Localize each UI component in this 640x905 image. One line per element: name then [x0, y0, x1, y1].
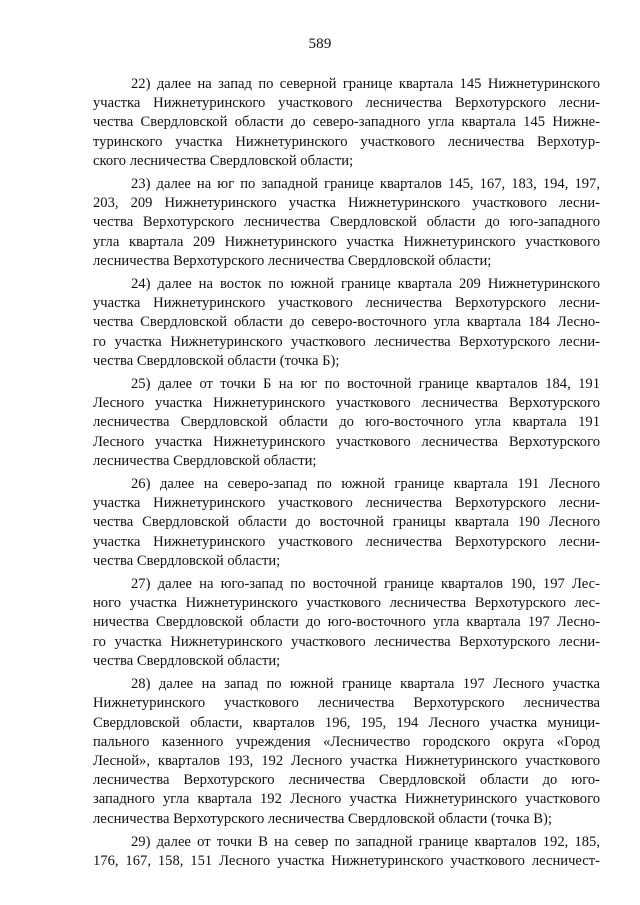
text-line: чества Свердловской области (точка Б); [93, 352, 340, 369]
paragraph [93, 275, 600, 371]
text-line: чества Свердловской области; [93, 652, 281, 669]
text-line: ничества Свердловской области до юго-восточного угла квартала 197 Лесно- [93, 614, 600, 631]
text-line: западного угла квартала 192 Лесного участка Нижнетуринского участкового [93, 791, 600, 808]
text-line: лесничества Свердловской области до юго-восточного угла квартала 191 [93, 414, 600, 431]
paragraph [93, 675, 600, 829]
paragraph [93, 75, 600, 171]
page-number: 589 [308, 36, 332, 52]
text-line: 25) далее от точки Б на юг по восточной границе кварталов 184, 191 [131, 376, 600, 393]
text-line: участка Нижнетуринского участкового лесничества Верхотурского лесни- [93, 295, 600, 312]
text-line: 29) далее от точки В на север по западной границе кварталов 192, 185, [131, 833, 600, 850]
text-line: чества Свердловской области; [93, 552, 281, 569]
text-line: Свердловской области, кварталов 196, 195, 194 Лесного участка муници- [93, 714, 600, 731]
text-line: ного участка Нижнетуринского участкового лесничества Верхотурского лес- [93, 595, 600, 612]
text-line: участка Нижнетуринского участкового лесничества Верхотурского лесни- [93, 533, 600, 550]
document-body [93, 75, 600, 875]
text-line: 22) далее на запад по северной границе квартала 145 Нижнетуринского [131, 76, 600, 92]
text-line: чества Верхотурского лесничества Свердловской области до юго-западного [93, 214, 600, 231]
text-line: участка Нижнетуринского участкового лесничества Верхотурского лесни- [93, 495, 600, 512]
paragraph [93, 375, 600, 471]
text-line: 176, 167, 158, 151 Лесного участка Нижнетуринского участкового лесничест- [93, 852, 600, 869]
text-line: чества Свердловской области до восточной границы квартала 190 Лесного [93, 514, 600, 531]
text-line: Лесного участка Нижнетуринского участкового лесничества Верхотурского [93, 433, 600, 450]
paragraph [93, 175, 600, 271]
paragraph [93, 575, 600, 671]
text-line: лесничества Верхотурского лесничества Свердловской области (точка В); [93, 810, 552, 827]
text-line: Нижнетуринского участкового лесничества Верхотурского лесничества [93, 695, 600, 712]
text-line: го участка Нижнетуринского участкового лесничества Верхотурского лесни- [93, 633, 600, 650]
text-line: чества Свердловской области до северо-восточного угла квартала 184 Лесно- [93, 314, 600, 331]
text-line: го участка Нижнетуринского участкового лесничества Верхотурского лесни- [93, 333, 600, 350]
text-line: 28) далее на запад по южной границе квартала 197 Лесного участка [131, 676, 600, 693]
text-line: лесничества Верхотурского лесничества Свердловской области до юго- [93, 772, 600, 789]
paragraph [93, 833, 600, 871]
paragraph [93, 475, 600, 571]
text-line: пального казенного учреждения «Лесничество городского округа «Город [93, 733, 600, 750]
text-line: лесничества Свердловской области; [93, 452, 317, 469]
text-line: 27) далее на юго-запад по восточной границе кварталов 190, 197 Лес- [131, 576, 600, 593]
text-line: ского лесничества Свердловской области; [93, 152, 354, 169]
text-line: туринского участка Нижнетуринского участкового лесничества Верхотур- [93, 133, 600, 150]
text-line: угла квартала 209 Нижнетуринского участка Нижнетуринского участкового [93, 233, 600, 250]
text-line: 203, 209 Нижнетуринского участка Нижнетуринского участкового лесни- [93, 195, 600, 212]
text-line: лесничества Верхотурского лесничества Свердловской области; [93, 252, 492, 269]
text-line: Лесной», кварталов 193, 192 Лесного участка Нижнетуринского участкового [93, 752, 600, 769]
text-line: Лесного участка Нижнетуринского участкового лесничества Верхотурского [93, 395, 600, 412]
text-line: 24) далее на восток по южной границе квартала 209 Нижнетуринского [131, 276, 600, 293]
text-line: участка Нижнетуринского участкового лесничества Верхотурского лесни- [93, 95, 600, 112]
text-line: 23) далее на юг по западной границе кварталов 145, 167, 183, 194, 197, [131, 176, 600, 193]
text-line: 26) далее на северо-запад по южной границе квартала 191 Лесного [131, 476, 600, 493]
text-line: чества Свердловской области до северо-западного угла квартала 145 Нижне- [93, 114, 600, 131]
